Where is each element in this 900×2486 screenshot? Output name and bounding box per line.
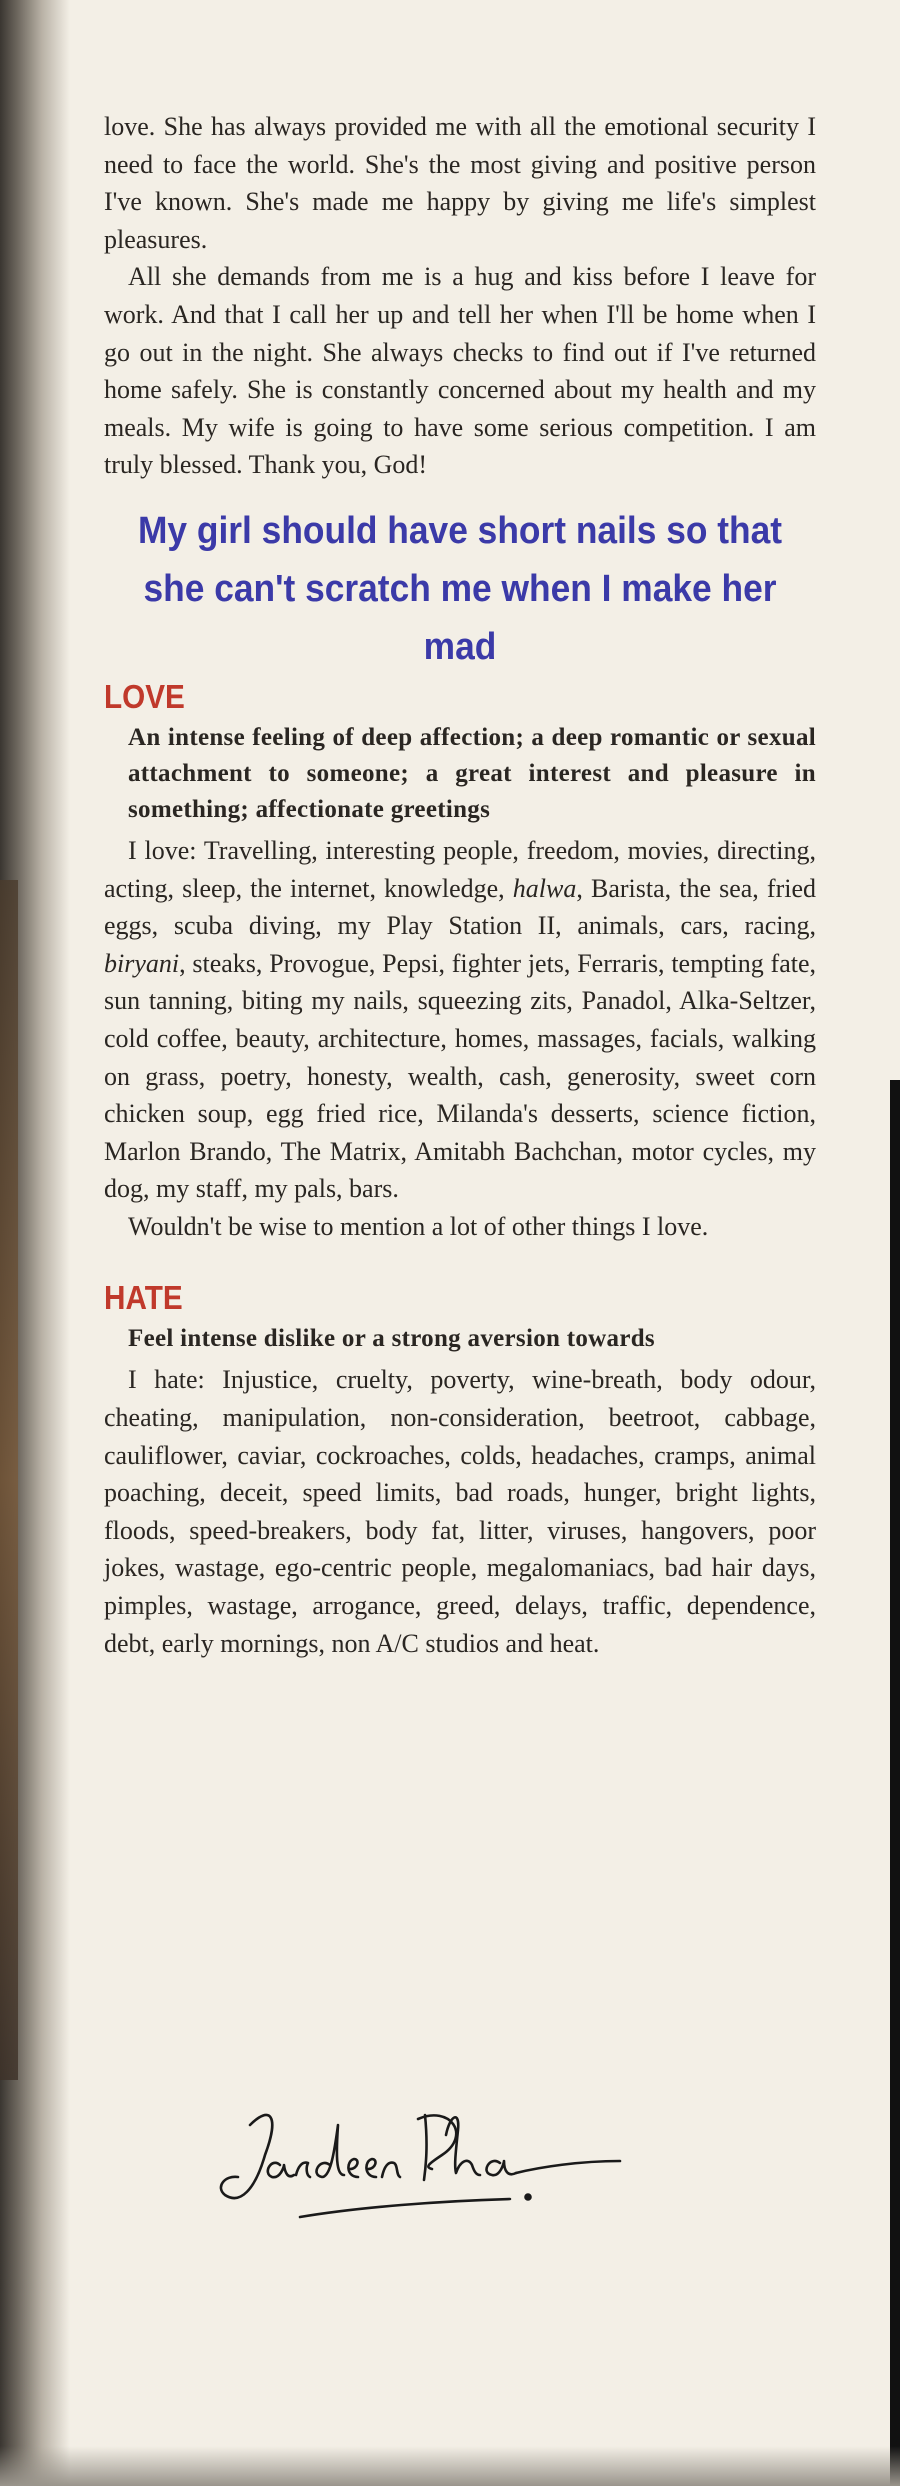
love-list-part-3: , steaks, Provogue, Pepsi, fighter jets, Ferraris, tempting fate, sun tanning, biting my nails, squeezing zits, Panadol, Alka-Seltzer, cold coffee, beauty, architecture, homes, massages, facials, walking on grass, poetry, honesty, wealth, cash, generosity, sweet corn chicken soup, egg fried rice, Milanda's desserts, science fiction, Marlon Brando, The Matrix, Amitabh Bachchan, motor cycles, my dog, my staff, my pals, bars. xyxy=(104,948,816,1204)
love-definition: An intense feeling of deep affection; a deep romantic or sexual attachment to someone; a great interest and pleasure in something; affectionate greetings xyxy=(128,723,816,823)
love-list-italic-1: halwa xyxy=(512,873,577,903)
hate-definition: Feel intense dislike or a strong aversion towards xyxy=(128,1325,655,1353)
handwritten-signature xyxy=(210,2095,630,2225)
love-closing: Wouldn't be wise to mention a lot of other things I love. xyxy=(128,1211,709,1241)
article-body xyxy=(104,108,816,1662)
binding-edge xyxy=(0,880,18,2080)
love-heading: LOVE xyxy=(104,677,185,715)
intro-paragraph-1: love. She has always provided me with all the emotional security I need to face the world. She's the most giving and positive person I've known. She's made me happy by giving me life's simplest pleasures. xyxy=(104,112,816,254)
page-bottom-shadow xyxy=(0,2446,900,2486)
hate-list: I hate: Injustice, cruelty, poverty, wine-breath, body odour, cheating, manipulation, non-consideration, beetroot, cabbage, cauliflower, caviar, cockroaches, colds, headaches, cramps, animal poaching, deceit, speed limits, bad roads, hunger, bright lights, floods, speed-breakers, body fat, litter, viruses, hangovers, poor jokes, wastage, ego-centric people, megalomaniacs, bad hair days, pimples, wastage, arrogance, greed, delays, traffic, dependence, debt, early mornings, non A/C studios and heat. xyxy=(104,1365,816,1658)
love-list xyxy=(104,832,816,1208)
intro-paragraph-2: All she demands from me is a hug and kiss before I leave for work. And that I call her up and tell her when I'll be home when I go out in the night. She always checks to find out if I've returned home safely. She is constantly concerned about my health and my meals. My wife is going to have some serious competition. I am truly blessed. Thank you, God! xyxy=(104,262,816,480)
page-right-edge xyxy=(890,1080,900,2486)
pull-quote: My girl should have short nails so that she can't scratch me when I make her mad xyxy=(137,509,783,668)
love-list-part-2: , Barista, the sea, fried eggs, scuba diving, my Play Station II, animals, cars, racing, xyxy=(104,873,817,941)
love-list-part-1: I love: Travelling, interesting people, freedom, movies, directing, acting, sleep, the internet, knowledge, xyxy=(104,835,816,903)
love-list-italic-2: biryani xyxy=(104,948,180,978)
hate-heading: HATE xyxy=(104,1279,183,1317)
